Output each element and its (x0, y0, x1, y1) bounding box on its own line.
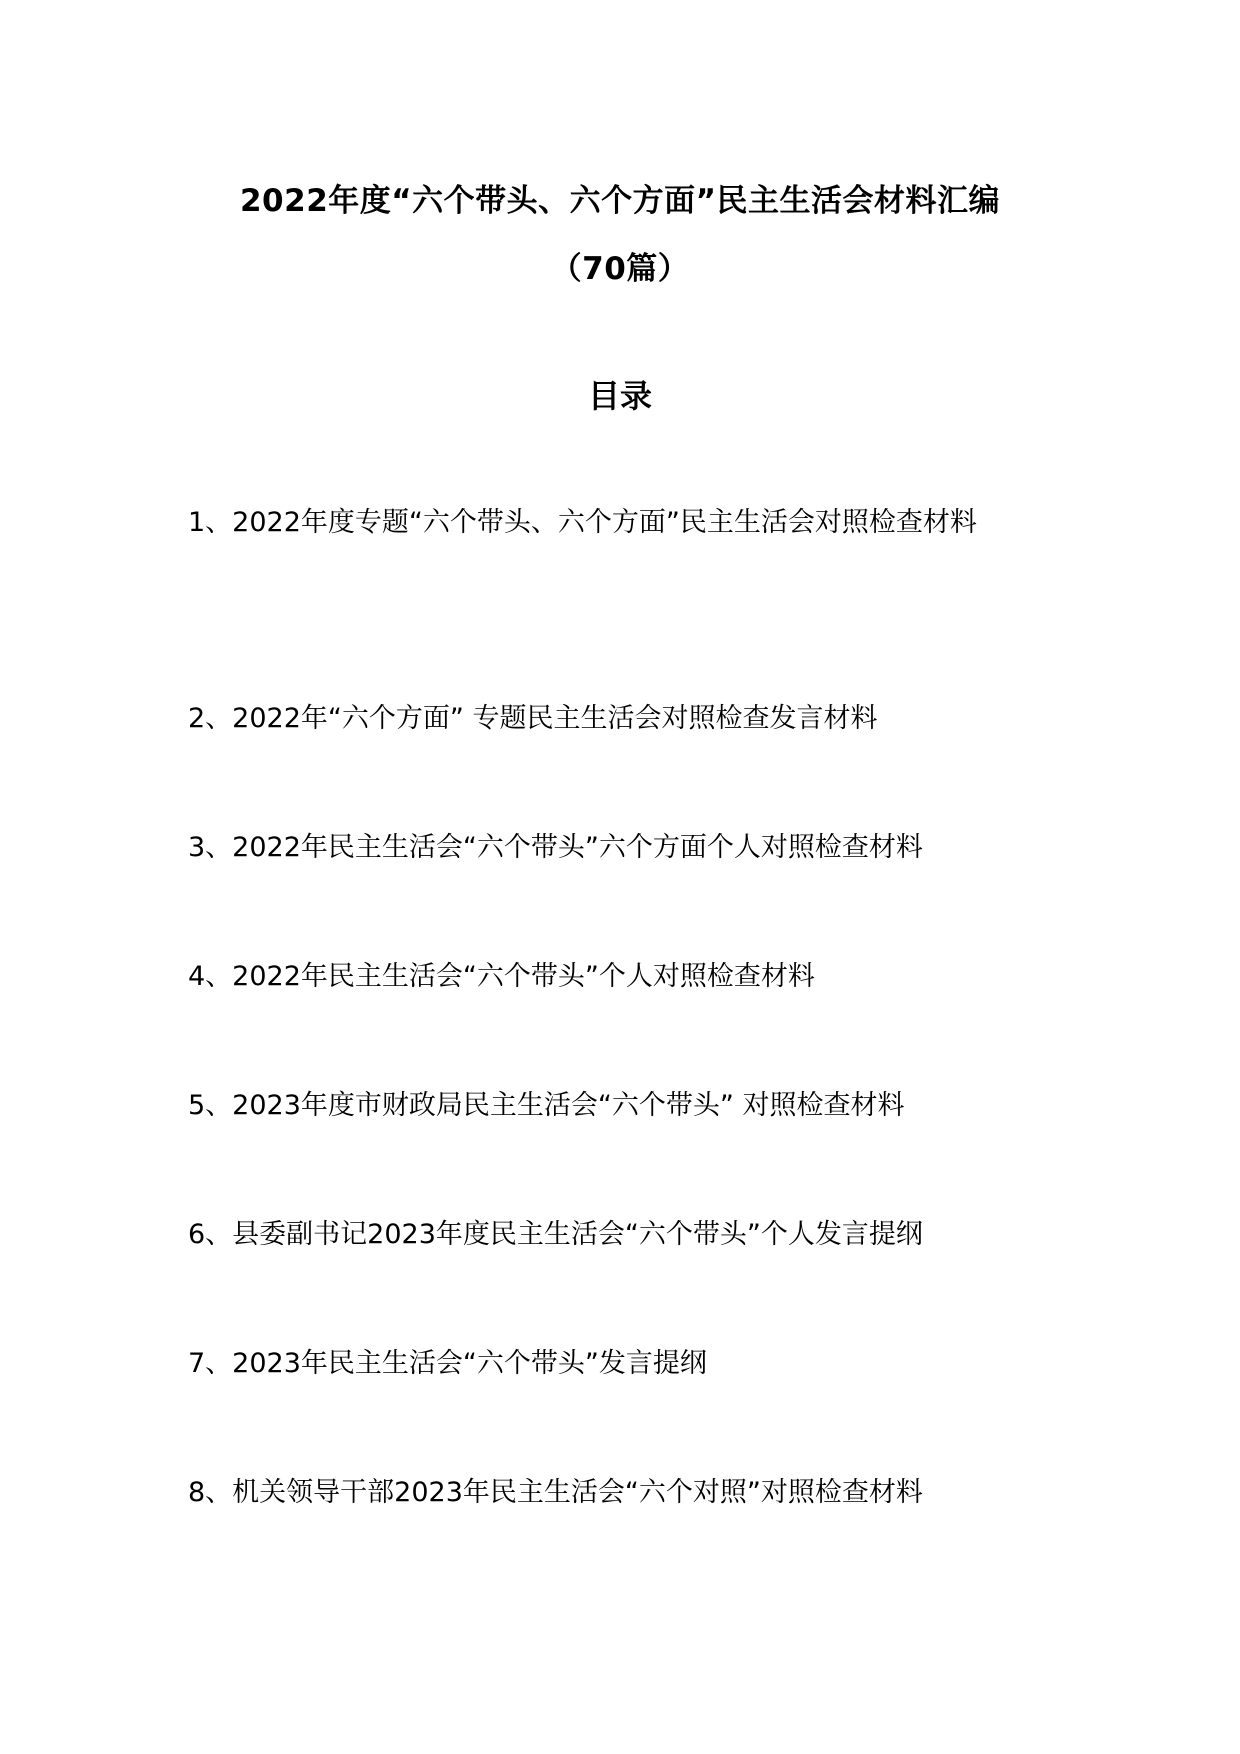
toc-item: 4、2022年民主生活会“六个带头”个人对照检查材料 (188, 961, 815, 992)
toc-item: 3、2022年民主生活会“六个带头”六个方面个人对照检查材料 (188, 832, 923, 863)
toc-item: 1、2022年度专题“六个带头、六个方面”民主生活会对照检查材料 (188, 507, 977, 538)
toc-item: 5、2023年度市财政局民主生活会“六个带头” 对照检查材料 (188, 1090, 905, 1121)
toc-heading: 目录 (587, 377, 652, 415)
toc-item: 8、机关领导干部2023年民主生活会“六个对照”对照检查材料 (188, 1477, 923, 1508)
toc-item: 6、县委副书记2023年度民主生活会“六个带头”个人发言提纲 (188, 1219, 923, 1250)
toc-item: 7、2023年民主生活会“六个带头”发言提纲 (188, 1348, 707, 1379)
document-title: 2022年度“六个带头、六个方面”民主生活会材料汇编 (239, 183, 1001, 219)
toc-item: 2、2022年“六个方面” 专题民主生活会对照检查发言材料 (188, 703, 878, 734)
document-subtitle-count: （70篇） (550, 251, 690, 287)
